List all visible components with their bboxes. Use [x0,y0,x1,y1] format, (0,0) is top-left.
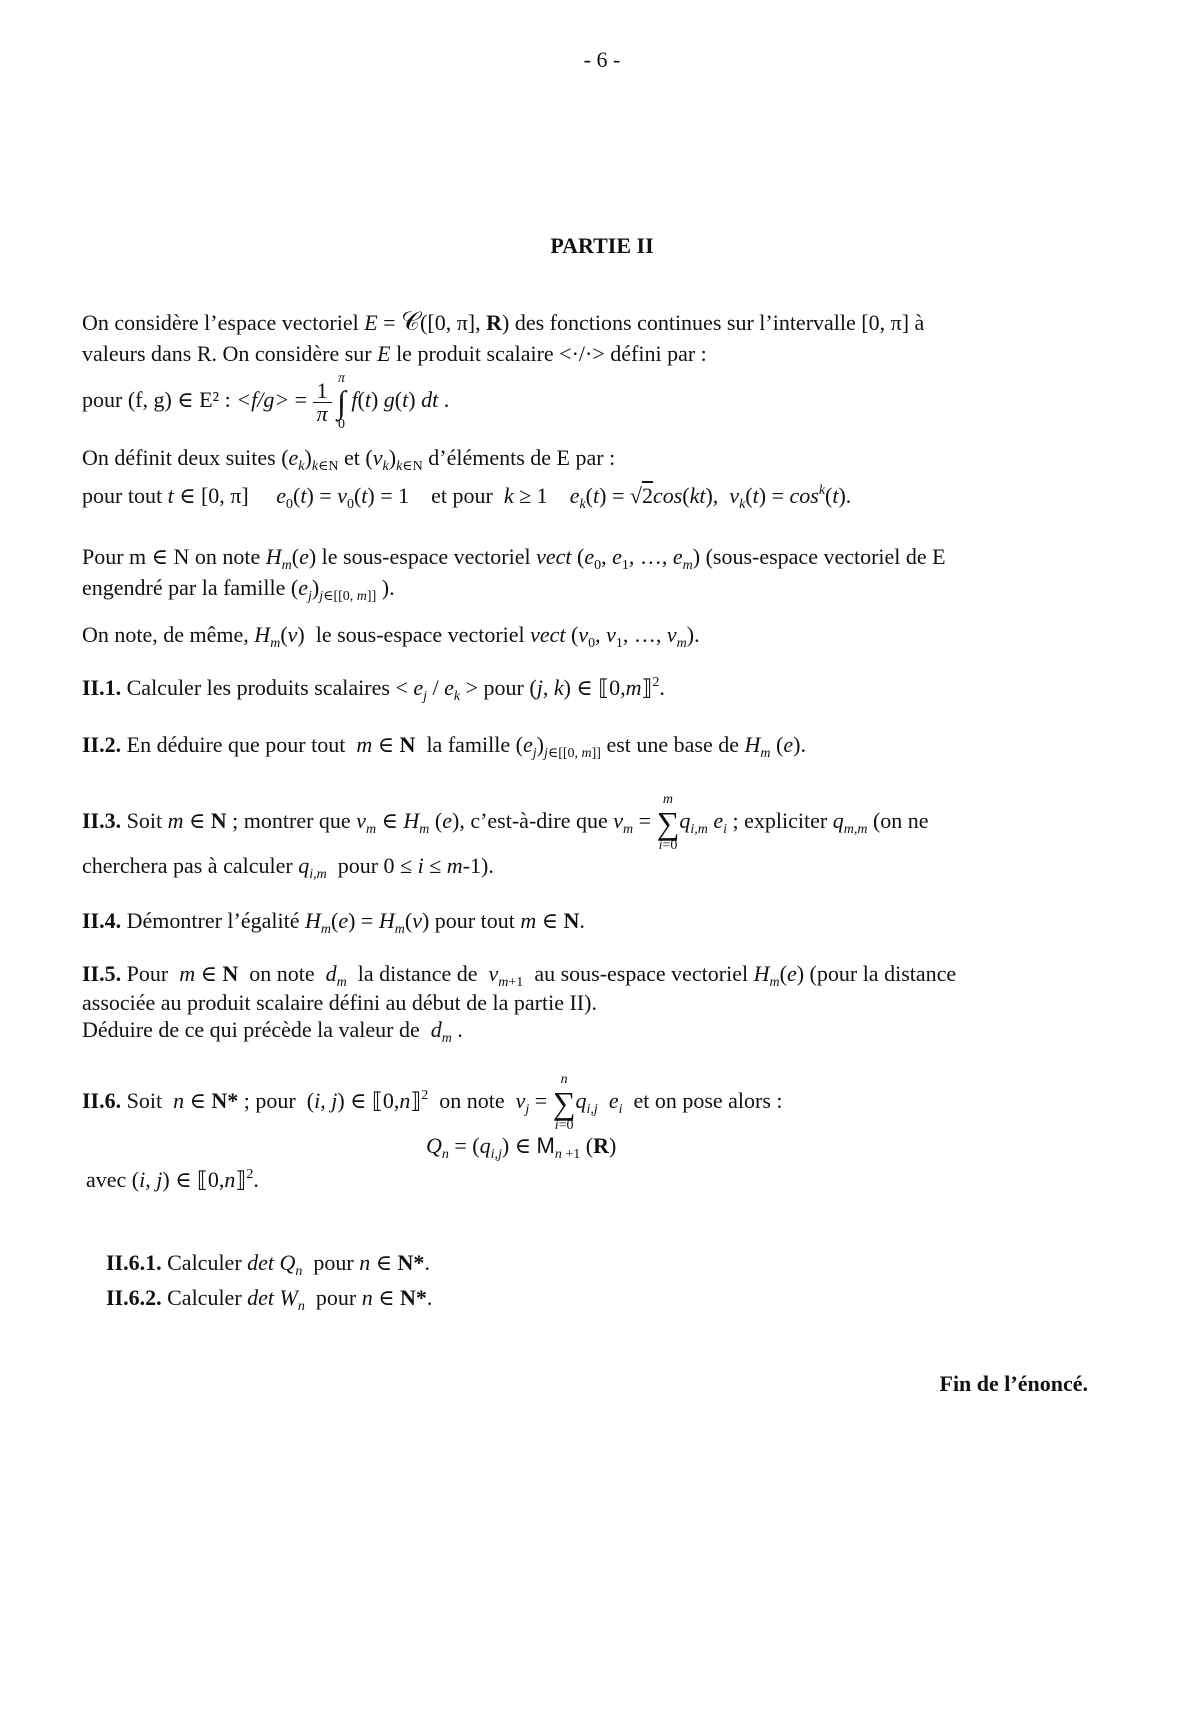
question-ii-2: II.2. En déduire que pour tout m ∈ N la famille $(e_j)_{j\in[[0, m]]}$ est une base de $H_m$ (e). [82,732,806,761]
intro-line-5: pour tout t ∈ [0, π] $e_0(t) = v_0(t) = 1$ et pour k ≥ 1 $e_k(t) = √2\cos(kt)$, $v_k(t) = \cos^k(t)$. [82,483,852,512]
question-ii-6-2: II.6.2. Calculer $\det W_n$ pour n ∈ N*. [106,1285,433,1314]
question-ii-6: II.6. Soit n ∈ N* ; pour (i, j) ∈ ⟦0,n⟧$^2$ on note $v_j$ = n ∑ i=0 $q_{i,j}$ $e_i$ et on pose alors : [82,1071,783,1133]
end-of-statement: Fin de l’énoncé. [939,1371,1088,1396]
question-ii-1: II.1. Calculer les produits scalaires < $e_j / e_k$ > pour (j, k) ∈ ⟦0,m⟧$^2$. [82,675,665,704]
question-ii-5-line-3: Déduire de ce qui précède la valeur de $d_m$ . [82,1017,463,1046]
question-ii-3: II.3. Soit m ∈ N ; montrer que $v_m$ ∈ $H_m$ (e), c’est-à-dire que $v_m$ = m ∑ i=0 $q_{i,m}$ $e_i$ ; expliciter $q_{m,m}$ (on ne [82,791,929,853]
question-ii-6-1: II.6.1. Calculer $\det Q_n$ pour n ∈ N*. [106,1250,430,1279]
question-ii-5-line-2: associée au produit scalaire défini au début de la partie II). [82,990,597,1015]
intro-line-2: valeurs dans R. On considère sur E le produit scalaire <·/·> défini par : [82,341,707,366]
section-title: PARTIE II [550,233,654,258]
hv-definition: On note, de même, $H_m(v)$ le sous-espace vectoriel vect ($v_0$, $v_1$, …, $v_m$). [82,622,700,651]
hm-definition-line-1: Pour m ∈ N on note $H_m(e)$ le sous-espace vectoriel vect ($e_0$, $e_1$, …, $e_m$) (sous-espace vectoriel de E [82,544,946,573]
question-ii-5-line-1: II.5. Pour m ∈ N on note $d_m$ la distance de $v_{m+1}$ au sous-espace vectoriel $H_m(e)$ (pour la distance [82,961,957,990]
intro-line-1: On considère l’espace vectoriel E = 𝒞([0, π], R) des fonctions continues sur l’intervalle [0, π] à [82,307,925,336]
qn-definition: $Q_n = (q_{i,j})$ ∈ $M_{n +1}$ (R) [426,1133,617,1162]
page-number: - 6 - [583,47,621,72]
question-ii-6-indices: avec (i, j) ∈ ⟦0,n⟧$^2$. [86,1167,259,1193]
question-ii-4: II.4. Démontrer l’égalité $H_m(e) = H_m(v)$ pour tout m ∈ N. [82,908,585,937]
hm-definition-line-2: engendré par la famille $(e_j)_{j\in[[0, m]]}$ ). [82,575,395,604]
question-ii-3-line-2: cherchera pas à calculer $q_{i,m}$ pour 0 ≤ i ≤ m-1). [82,853,494,882]
intro-line-4: On définit deux suites $(e_k)_{k\in N}$ et $(v_k)_{k\in N}$ d’éléments de E par : [82,445,616,474]
inner-product-formula: pour (f, g) ∈ E² : <f/g> = $\frac{1}{\pi}$ π ∫ 0 f(t) g(t) dt . [82,371,450,432]
